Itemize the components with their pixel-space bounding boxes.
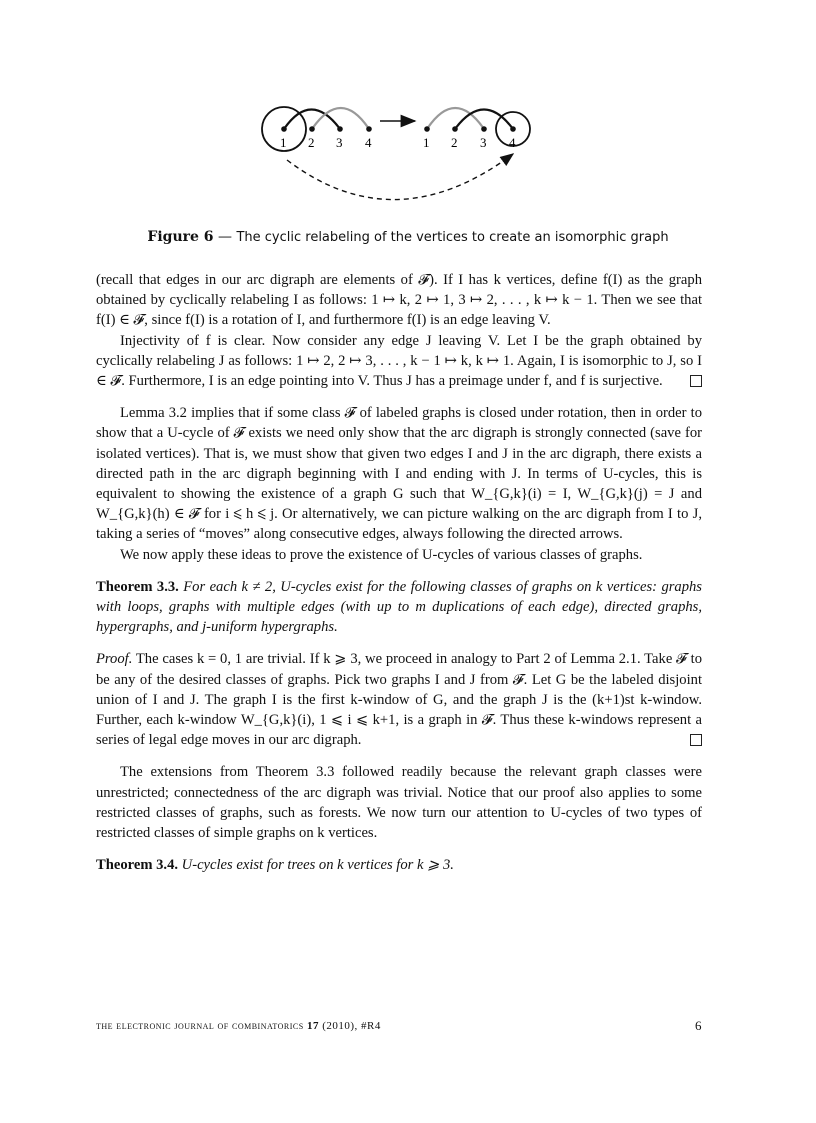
dashed-relabel-arrow <box>287 154 513 200</box>
vertex <box>337 126 343 132</box>
paragraph: The extensions from Theorem 3.3 followed readily because the relevant graph classes were unrestricted; connectedness of the arc digraph was trivial. Notice that our proof also applies to some restricted classes of graphs, such as forests. We now turn our attention to U-cycles of two types of restricted classes of simple graphs on k vertices. <box>96 764 702 842</box>
vertex <box>366 126 372 132</box>
paragraph: Lemma 3.2 implies that if some class 𝓕 of labeled graphs is closed under rotation, then in order to show that a U-cycle of 𝓕 exists we need only show that the arc digraph is strongly connected (save for isolated vertices). That is, we must show that given two edges I and J in the arc digraph, there exists a directed path in the arc digraph beginning with I and ending with J. In terms of U-cycles, this is equivalent to showing the existence of a graph G such that W_{G,k}(i) = I, W_{G,k}(j) = J and W_{G,k}(h) ∈ 𝓕 for i ⩽ h ⩽ j. Or alternatively, we can picture walking on the arc digraph from I to J, taking a series of “moves” along consecutive edges, always following the directed arrows. <box>96 405 702 543</box>
vertex <box>481 126 487 132</box>
figure-caption <box>0 229 816 245</box>
theorem-3-3 <box>96 577 702 638</box>
journal-name: the electronic journal of combinatorics <box>96 1020 304 1032</box>
proof-label: Proof. <box>96 651 133 668</box>
vertex <box>452 126 458 132</box>
paragraph <box>96 331 702 392</box>
vertex-label: 3 <box>480 135 487 150</box>
relabeling-figure <box>255 92 555 212</box>
paragraph-text: Injectivity of f is clear. Now consider any edge J leaving V. Let I be the graph obtained by cyclically relabeling J as follows: 1 ↦ 2, 2 ↦ 3, . . . , k − 1 ↦ k, k ↦ 1. Again, I is isomorphic to J, so I ∈ 𝓕. Furthermore, I is an edge pointing into V. Thus J has a preimage under f, and f is surjective. <box>96 332 702 390</box>
vertex-label: 3 <box>336 135 343 150</box>
vertex <box>510 126 516 132</box>
vertex-label: 4 <box>365 135 372 150</box>
proof <box>96 649 702 750</box>
paragraph: We now apply these ideas to prove the existence of U-cycles of various classes of graphs. <box>120 546 643 563</box>
right-graph <box>423 108 530 150</box>
journal-volume: 17 <box>306 1020 319 1032</box>
vertex-label: 2 <box>451 135 458 150</box>
vertex <box>424 126 430 132</box>
vertex-label: 1 <box>280 135 287 150</box>
theorem-body: For each k ≠ 2, U-cycles exist for the following classes of graphs on k vertices: graphs with loops, graphs with multiple edges (with up to m duplications of each edge), directed graphs, hypergraphs, and j-uniform hypergraphs. <box>96 578 702 636</box>
proof-body: The cases k = 0, 1 are trivial. If k ⩾ 3, we proceed in analogy to Part 2 of Lemma 2.1. Take 𝓕 to be any of the desired classes of graphs. Pick two graphs I and J from 𝓕. Let G be the labeled disjoint union of I and J. The graph I is the first k-window of G, and the graph J is the (k+1)st k-window. Further, each k-window W_{G,k}(i), 1 ⩽ i ⩽ k+1, is a graph in 𝓕. Thus these k-windows represent a series of legal edge moves in our arc digraph. <box>96 651 702 749</box>
theorem-3-4 <box>96 855 702 875</box>
theorem-body: U-cycles exist for trees on k vertices for k ⩾ 3. <box>181 857 454 874</box>
page-number: 6 <box>695 1018 702 1033</box>
journal-year-article: (2010), #R4 <box>322 1020 381 1032</box>
caption-label: Figure 6 <box>147 229 214 245</box>
paragraph: (recall that edges in our arc digraph are elements of 𝓕). If I has k vertices, define f(I) as the graph obtained by cyclically relabeling I as follows: 1 ↦ k, 2 ↦ 1, 3 ↦ 2, . . . , k ↦ k − 1. Then we see that f(I) ∈ 𝓕, since f(I) is a rotation of I, and furthermore f(I) is an edge leaving V. <box>96 272 702 329</box>
right-arc-black <box>455 110 513 130</box>
vertex <box>281 126 287 132</box>
theorem-label: Theorem 3.4. <box>96 857 179 874</box>
left-arc-black <box>284 110 340 130</box>
caption-text: The cyclic relabeling of the vertices to create an isomorphic graph <box>236 230 669 245</box>
vertex <box>309 126 315 132</box>
qed-symbol <box>690 734 702 746</box>
vertex-label: 2 <box>308 135 315 150</box>
vertex-label: 4 <box>509 135 516 150</box>
theorem-label: Theorem 3.3. <box>96 578 179 595</box>
left-graph <box>262 107 372 151</box>
qed-symbol <box>690 375 702 387</box>
main-text <box>96 270 702 875</box>
vertex-label: 1 <box>423 135 430 150</box>
page-footer <box>96 1020 702 1032</box>
caption-dash: — <box>218 229 232 245</box>
